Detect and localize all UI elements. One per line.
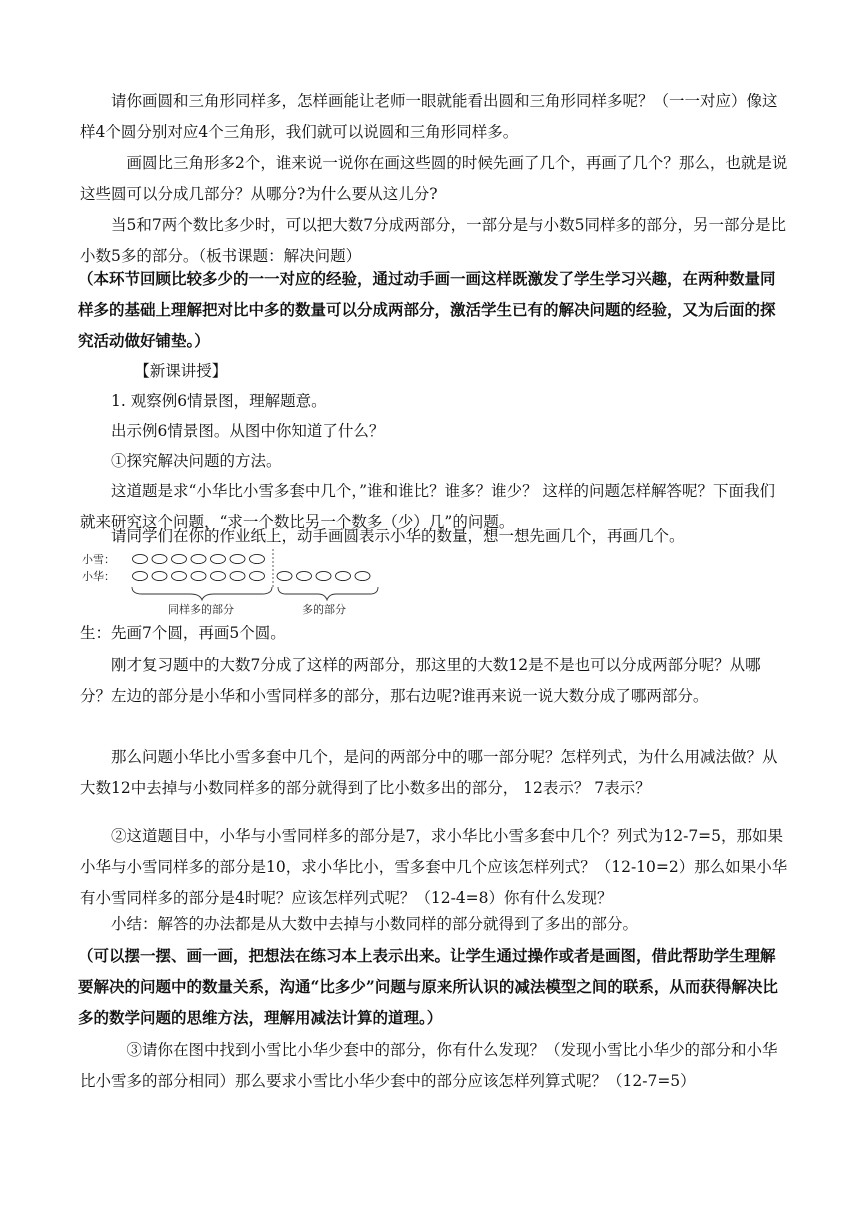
- circle-mark: [133, 571, 148, 580]
- paragraph-summary: 小结：解答的办法都是从大数中去掉与小数同样的部分就得到了多出的部分。: [80, 915, 639, 933]
- paragraph-less-part: ③请你在图中找到小雪比小华少套中的部分，你有什么发现？（发现小雪比小华少的部分和小华比小雪多的部分相同）那么要求小雪比小华少套中的部分应该怎样列算式呢？（12-7=5）: [80, 1041, 778, 1090]
- circle-mark: [211, 554, 226, 563]
- paragraph-observe-example: 1. 观察例6情景图，理解题意。: [80, 392, 327, 410]
- circle-mark: [133, 554, 148, 563]
- paragraph-draw-more-circles: 画圆比三角形多2个，谁来说一说你在画这些圆的时候先画了几个，再画了几个？那么，也就是说这些圆可以分成几部分？从哪分?为什么要从这儿分?: [80, 154, 788, 203]
- paragraph-variations: ②这道题目中，小华与小雪同样多的部分是7，求小华比小雪多套中几个？列式为12-7=5，那如果小华与小雪同样多的部分是10，求小华比小，雪多套中几个应该怎样列式？（12-10=2）那么如果小华有小雪同样多的部分是4时呢？应该怎样列式呢？（12-4=8）你有什么发现？: [80, 827, 788, 907]
- paragraph-show-example: 出示例6情景图。从图中你知道了什么？: [80, 422, 385, 440]
- more-part-label: 多的部分: [302, 603, 346, 616]
- paragraph-subtraction-reason: 那么问题小华比小雪多套中几个，是问的两部分中的哪一部分呢？怎样列式，为什么用减法做？从大数12中去掉与小数同样多的部分就得到了比小数多出的部分， 12表示？ 7表示？: [80, 748, 778, 797]
- paragraph-design-note-2: （可以摆一摆、画一画，把想法在练习本上表示出来。让学生通过操作或者是画图，借此帮助学生理解要解决的问题中的数量关系，沟通“比多少”问题与原来所认识的减法模型之间的联系，从而获得解决比多的数学问题的思维方法，理解用减法计算的道理。）: [78, 946, 778, 1027]
- paragraph-split-big-number: 当5和7两个数比多少时，可以把大数7分成两部分，一部分是与小数5同样多的部分，另一部分是比小数5多的部分。（板书课题：解决问题）: [80, 216, 786, 265]
- circle-mark: [297, 571, 312, 580]
- row-label-xiaoxue: 小雪：: [82, 553, 115, 566]
- paragraph-circles-triangles: 请你画圆和三角形同样多，怎样画能让老师一眼就能看出圆和三角形同样多呢？（一一对应）像这样4个圆分别对应4个三角形，我们就可以说圆和三角形同样多。: [80, 92, 778, 141]
- circle-mark: [355, 571, 370, 580]
- circle-mark: [191, 571, 206, 580]
- more-part-brace: [278, 587, 378, 600]
- paragraph-design-note-1: （本环节回顾比较多少的一一对应的经验，通过动手画一画这样既激发了学生学习兴趣，在两种数量同样多的基础上理解把对比中多的数量可以分成两部分，激活学生已有的解决问题的经验，又为后面的探究活动做好铺垫。）: [78, 269, 776, 350]
- circle-mark: [336, 571, 351, 580]
- circle-mark: [152, 571, 167, 580]
- circle-mark: [316, 571, 331, 580]
- circle-mark: [250, 571, 265, 580]
- circle-mark: [250, 554, 265, 563]
- same-part-label: 同样多的部分: [168, 603, 234, 616]
- paragraph-question-analysis: 这道题是求“小华比小雪多套中几个，”谁和谁比？谁多？谁少？ 这样的问题怎样解答呢？下面我们就来研究这个问题，“求一个数比另一个数多（少）几”的问题。: [80, 482, 776, 531]
- xiaohua-circles: [133, 571, 371, 580]
- circle-mark: [191, 554, 206, 563]
- paragraph-student-answer: 生：先画7个圆，再画5个圆。: [80, 624, 286, 642]
- paragraph-draw-instruction: 请同学们在你的作业纸上，动手画圆表示小华的数量，想一想先画几个，再画几个。: [80, 527, 685, 545]
- circle-mark: [211, 571, 226, 580]
- circle-mark: [277, 571, 292, 580]
- paragraph-explore-method: ①探究解决问题的方法。: [80, 452, 282, 470]
- circle-mark: [152, 554, 167, 563]
- same-part-brace: [132, 587, 272, 600]
- row-label-xiaohua: 小华：: [82, 570, 115, 583]
- circle-mark: [230, 571, 245, 580]
- circle-mark: [230, 554, 245, 563]
- section-heading-new-lesson: 【新课讲授】: [80, 362, 228, 380]
- paragraph-review-split: 刚才复习题中的大数7分成了这样的两部分，那这里的大数12是不是也可以分成两部分呢？从哪分？左边的部分是小华和小雪同样多的部分，那右边呢?谁再来说一说大数分成了哪两部分。: [80, 656, 761, 705]
- circle-mark: [172, 554, 187, 563]
- xiaoxue-circles: [133, 554, 265, 563]
- circle-mark: [172, 571, 187, 580]
- comparison-diagram: [82, 545, 392, 617]
